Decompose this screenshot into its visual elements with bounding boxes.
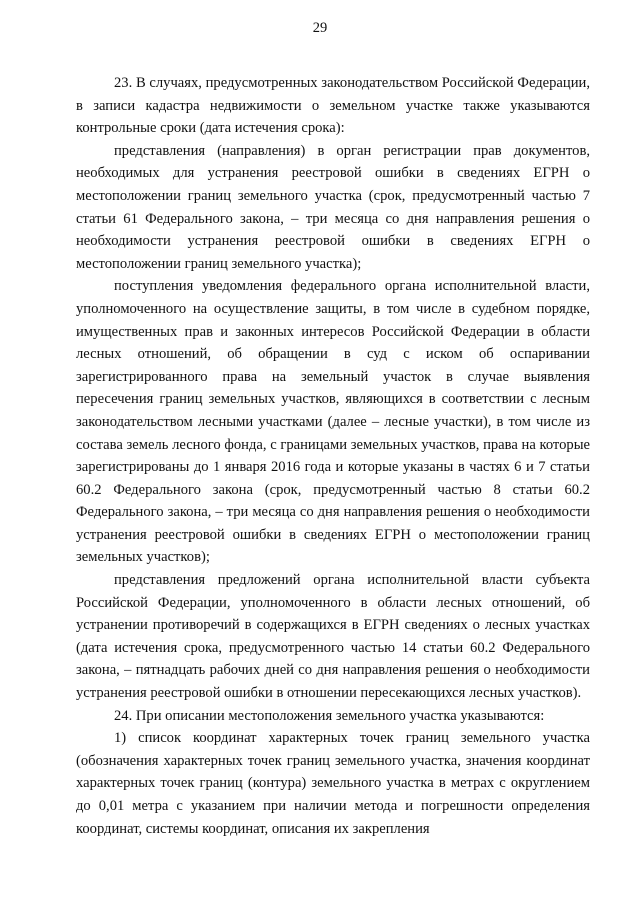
document-body	[76, 72, 590, 840]
paragraph-24-item-1: 1) список координат характерных точек границ земельного участка (обозначения характерных точек границ земельного участка, значения координат характерных точек границ (контура) земельного участка в метрах с округлением до 0,01 метра с указанием при наличии метода и погрешности определения координат, системы координат, описания их закрепления	[76, 730, 590, 837]
paragraph-deadline-proposals: представления предложений органа исполнительной власти субъекта Российской Федерации, уполномоченного в области лесных отношений, об устранении противоречий в содержащихся в ЕГРН сведениях о лесных участках (дата истечения срока, предусмотренного частью 14 статьи 60.2 Федерального закона, – пятнадцать рабочих дней со дня направления решения о необходимости устранения реестровой ошибки в отношении пересекающихся лесных участков).	[76, 572, 590, 702]
paragraph-deadline-documents: представления (направления) в орган регистрации прав документов, необходимых для устранения реестровой ошибки в сведениях ЕГРН о местоположении границ земельного участка (срок, предусмотренный частью 7 статьи 61 Федерального закона, – три месяца со дня направления решения о необходимости устранения реестровой ошибки в сведениях ЕГРН о местоположении границ земельного участка);	[76, 142, 590, 272]
paragraph-23-intro: 23. В случаях, предусмотренных законодательством Российской Федерации, в записи кадастра недвижимости о земельном участке также указываются контрольные сроки (дата истечения срока):	[76, 75, 590, 137]
paragraph-24-intro: 24. При описании местоположения земельного участка указываются:	[114, 707, 545, 724]
paragraph-deadline-court-notice: поступления уведомления федерального органа исполнительной власти, уполномоченного на осуществление защиты, в том числе в судебном порядке, имущественных прав и законных интересов Российской Федерации в области лесных отношений, об обращении в суд с иском об оспаривании зарегистрированного права на земельный участок в случае выявления пересечения границ земельных участков, являющихся в соответствии с лесным законодательством лесными участками (далее – лесные участки), в том числе из состава земель лесного фонда, с границами земельных участков, права на которые зарегистрированы до 1 января 2016 года и которые указаны в частях 6 и 7 статьи 60.2 Федерального закона (срок, предусмотренный частью 8 статьи 60.2 Федерального закона, – три месяца со дня направления решения о необходимости устранения реестровой ошибки в сведениях ЕГРН о местоположении границ земельных участков);	[76, 278, 590, 566]
page-number: 29	[312, 20, 328, 36]
